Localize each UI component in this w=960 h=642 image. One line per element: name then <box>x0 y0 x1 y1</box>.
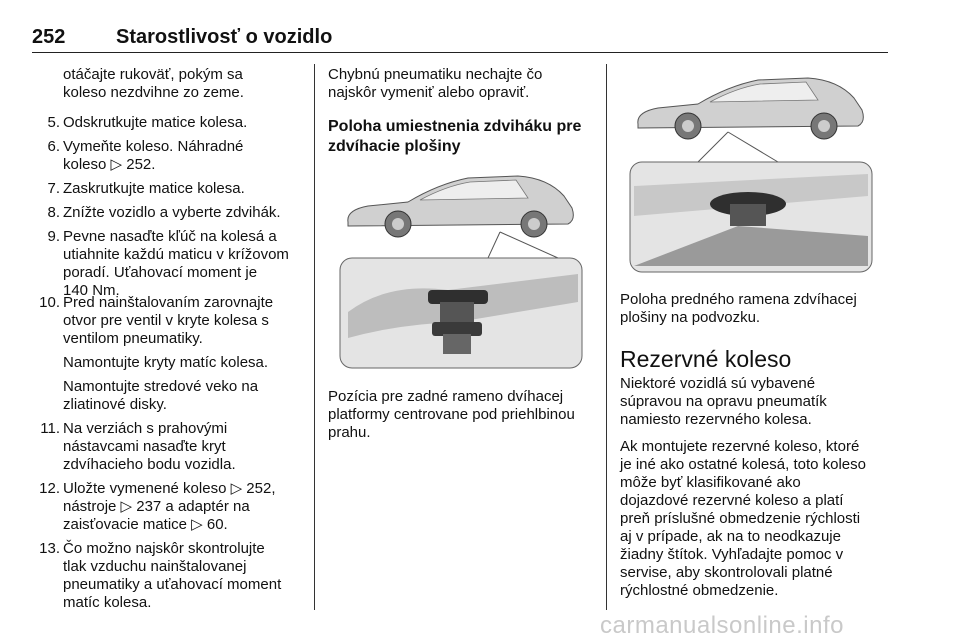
text-line: dojazdové rezervné koleso a platí <box>620 492 844 509</box>
list-item-text <box>63 294 273 348</box>
text-line: preň príslušné obmedzenie rýchlosti <box>620 510 861 527</box>
text-line: Zaskrutkujte matice kolesa. <box>63 180 245 197</box>
caption-line: Pozícia pre zadné rameno dvíhacej <box>328 388 564 405</box>
list-item-number: 9. <box>47 228 60 245</box>
text-line: Uložte vymenené koleso ▷ 252, <box>63 480 276 497</box>
list-item-text <box>63 204 281 222</box>
text-line: je iné ako ostatné kolesá, toto koleso <box>620 456 866 473</box>
text-line: nástavcami nasaďte kryt <box>63 438 226 455</box>
page-header <box>32 20 888 50</box>
list-item-text <box>63 378 258 414</box>
column-divider-2 <box>606 64 607 610</box>
paragraph <box>620 438 866 600</box>
list-item-number: 8. <box>47 204 60 221</box>
column-divider-1 <box>314 64 315 610</box>
text-line: pneumatiky a uťahovací moment <box>63 576 282 593</box>
text-line: zdvíhacieho bodu vozidla. <box>63 456 236 473</box>
list-item-text <box>63 180 245 198</box>
rear-lift-point-illustration <box>328 162 596 374</box>
text-line: Na verziách s prahovými <box>63 420 228 437</box>
text-line: Pred nainštalovaním zarovnajte <box>63 294 274 311</box>
text-line: ventilom pneumatiky. <box>63 330 203 347</box>
text-line: Pevne nasaďte kľúč na kolesá a <box>63 228 277 245</box>
text-line: servise, aby skontrolovali platné <box>620 564 833 581</box>
text-line: koleso ▷ 252. <box>63 156 156 173</box>
text-line: zliatinové disky. <box>63 396 167 413</box>
text-line: matíc kolesa. <box>63 594 152 611</box>
text-line: súpravou na opravu pneumatík <box>620 393 827 410</box>
figure-caption <box>620 291 857 327</box>
list-item-number: 11. <box>40 420 60 437</box>
text-line: Namontujte stredové veko na <box>63 378 259 395</box>
heading-line: zdvíhacie plošiny <box>328 138 461 155</box>
list-item-number: 12. <box>39 480 60 497</box>
watermark: carmanualsonline.info <box>600 612 844 639</box>
text-line: Chybnú pneumatiku nechajte čo <box>328 66 543 83</box>
text-line: aj v prípade, ak na to neodkazuje <box>620 528 841 545</box>
text-line: tlak vzduchu nainštalovanej <box>63 558 247 575</box>
caption-line: prahu. <box>328 424 371 441</box>
list-item-text <box>63 420 236 474</box>
caption-line: platformy centrovane pod priehlbinou <box>328 406 575 423</box>
page-title: Starostlivosť o vozidlo <box>116 26 333 48</box>
text-line: Vymeňte koleso. Náhradné <box>63 138 244 155</box>
paragraph <box>328 66 542 102</box>
list-item-number: 7. <box>47 180 60 197</box>
list-item-text <box>63 228 289 300</box>
text-line: 140 Nm. <box>63 282 120 299</box>
caption-line: plošiny na podvozku. <box>620 309 761 326</box>
text-line: utiahnite každú maticu v krížovom <box>63 246 289 263</box>
text-line: Niektoré vozidlá sú vybavené <box>620 375 816 392</box>
text-line: Čo možno najskôr skontrolujte <box>63 540 265 557</box>
intro-line: otáčajte rukoväť, pokým sa <box>63 66 243 83</box>
text-line: Ak montujete rezervné koleso, ktoré <box>620 438 860 455</box>
heading-line: Poloha umiestnenia zdviháku pre <box>328 118 582 135</box>
text-line: žiadny štítok. Vyhľadajte pomoc v <box>620 546 844 563</box>
text-line: Znížte vozidlo a vyberte zdvihák. <box>63 204 281 221</box>
text-line: rýchlostné obmedzenie. <box>620 582 779 599</box>
list-item-text <box>63 114 247 132</box>
text-line: zaisťovacie matice ▷ 60. <box>63 516 228 533</box>
list-item-text <box>63 138 243 174</box>
text-line: nástroje ▷ 237 a adaptér na <box>63 498 250 515</box>
text-line: najskôr vymeniť alebo opraviť. <box>328 84 530 101</box>
intro-text <box>63 66 244 102</box>
text-line: poradí. Uťahovací moment je <box>63 264 258 281</box>
front-lift-point-illustration <box>618 66 886 278</box>
text-line: Namontujte kryty matíc kolesa. <box>63 354 269 371</box>
text-line: namiesto rezervného kolesa. <box>620 411 812 428</box>
list-item-number: 5. <box>47 114 60 131</box>
list-item-number: 6. <box>47 138 60 155</box>
header-rule <box>32 52 888 53</box>
paragraph <box>620 375 827 429</box>
text-line: môže byť klasifikované ako <box>620 474 801 491</box>
text-line: Odskrutkujte matice kolesa. <box>63 114 248 131</box>
list-item-text <box>63 480 275 534</box>
list-item-text <box>63 354 268 372</box>
figure-caption <box>328 388 575 442</box>
section-heading: Rezervné koleso <box>620 346 792 372</box>
caption-line: Poloha predného ramena zdvíhacej <box>620 291 857 308</box>
list-item-number: 13. <box>39 540 60 557</box>
section-heading <box>328 117 581 157</box>
page-number: 252 <box>32 26 66 48</box>
list-item-text <box>63 540 281 612</box>
intro-line: koleso nezdvihne zo zeme. <box>63 84 244 101</box>
list-item-number: 10. <box>39 294 60 311</box>
text-line: otvor pre ventil v kryte kolesa s <box>63 312 269 329</box>
